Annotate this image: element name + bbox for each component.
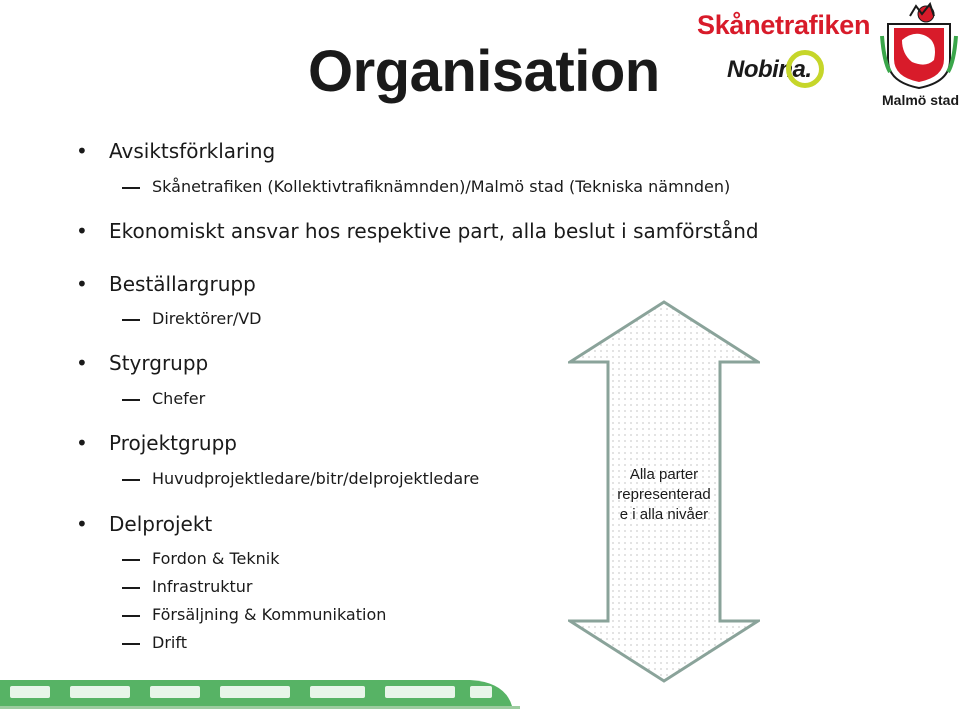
arrow-label: Alla parter representerad e i alla nivåer: [617, 466, 711, 523]
malmo-stad-label: Malmö stad: [882, 92, 960, 108]
nobina-ring-icon: [786, 50, 824, 88]
nobina-logo: Nobina.: [727, 56, 812, 83]
train-decoration-icon: [0, 676, 520, 713]
page-title: Organisation: [308, 39, 660, 104]
skanetrafiken-logo: Skånetrafiken: [697, 10, 871, 40]
malmo-coat-of-arms-icon: [880, 2, 958, 90]
